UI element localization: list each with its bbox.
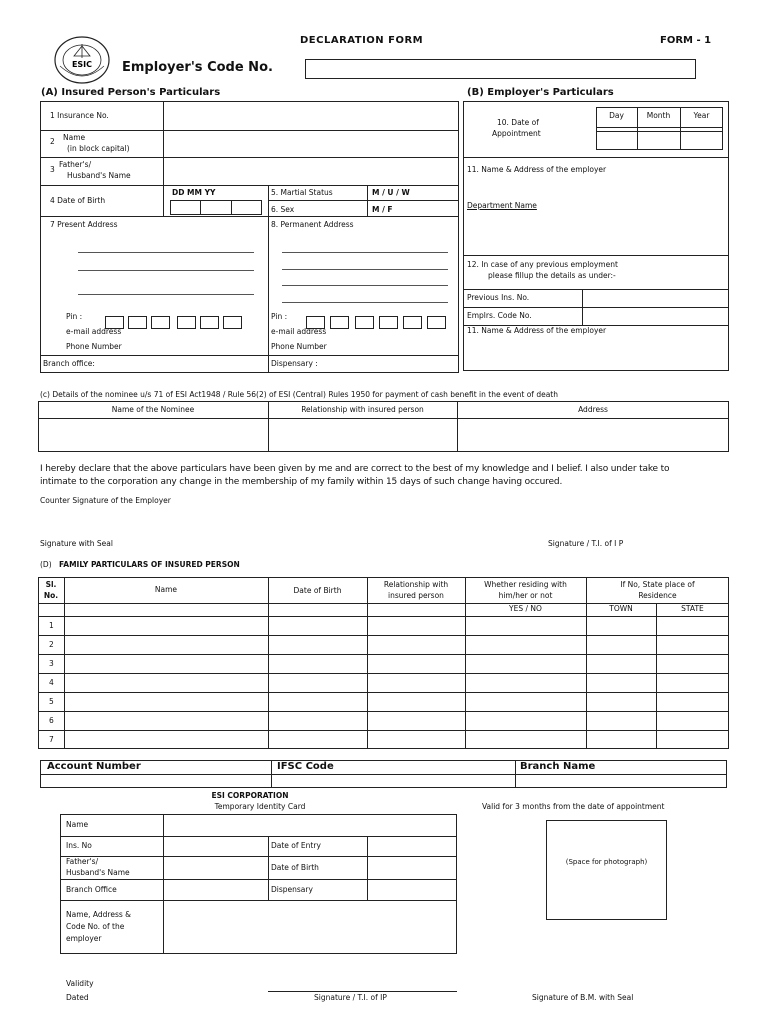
family-row[interactable] [65, 617, 728, 635]
family-row-number: 4 [49, 678, 54, 687]
family-row[interactable] [65, 674, 728, 692]
family-residence-header: If No, State place of [620, 580, 695, 589]
tic-father-label: Father's/ [66, 857, 99, 866]
present-email-label: e-mail address [66, 327, 122, 336]
year-label: Year [693, 111, 710, 120]
name-label: Name [63, 133, 86, 142]
date-of-appointment-label-2: Appointment [492, 129, 541, 138]
nominee-name-header: Name of the Nominee [111, 405, 195, 414]
dob-format: DD MM YY [172, 188, 216, 197]
present-pin-box[interactable] [200, 316, 219, 329]
father-label: Father's/ [59, 160, 92, 169]
tic-employer-label-1: Name, Address & [66, 910, 131, 919]
marital-status-options[interactable]: M / U / W [372, 188, 410, 197]
photo-placeholder-text: (Space for photograph) [565, 858, 648, 866]
family-residing-header: Whether residing with [484, 580, 567, 589]
dispensary-label: Dispensary : [271, 359, 318, 368]
sex-options[interactable]: M / F [372, 205, 393, 214]
svg-text:ESIC: ESIC [71, 60, 93, 69]
nominee-address-field[interactable] [458, 419, 728, 451]
ifsc-code-field[interactable] [272, 775, 515, 787]
family-section-prefix: (D) [40, 560, 52, 569]
account-number-field[interactable] [41, 775, 271, 787]
temporary-identity-card-title: Temporary Identity Card [214, 802, 306, 811]
tic-employer-label-2: Code No. of the [66, 922, 125, 931]
permanent-address-label: 8. Permanent Address [271, 220, 354, 229]
nominee-address-header: Address [578, 405, 608, 414]
family-dob-header: Date of Birth [293, 586, 342, 595]
tic-dob-label: Date of Birth [271, 863, 319, 872]
family-row[interactable] [65, 636, 728, 654]
family-state-header: STATE [681, 604, 704, 613]
tic-branch-office-label: Branch Office [66, 885, 117, 894]
validity-label: Validity [66, 979, 94, 988]
present-pin-box[interactable] [223, 316, 242, 329]
counter-signature-label: Counter Signature of the Employer [40, 496, 171, 505]
previous-employment-label: 12. In case of any previous employment [467, 260, 618, 269]
father-husband-field[interactable] [164, 158, 458, 185]
father-row-number: 3 [50, 165, 55, 174]
tic-date-of-entry-label: Date of Entry [271, 841, 321, 850]
previous-employment-label-2: please fillup the details as under:- [488, 271, 616, 280]
photo-box[interactable] [546, 820, 667, 920]
family-row[interactable] [65, 693, 728, 711]
family-row-number: 3 [49, 659, 54, 668]
permanent-pin-box[interactable] [427, 316, 446, 329]
permanent-address-line[interactable] [282, 302, 448, 303]
appointment-month-field[interactable] [638, 132, 680, 149]
permanent-pin-label: Pin : [271, 312, 288, 321]
dob-field[interactable] [170, 200, 262, 215]
permanent-pin-box[interactable] [379, 316, 398, 329]
insurance-no-field[interactable] [164, 102, 458, 130]
family-sl-header: Sl. [45, 580, 57, 589]
nominee-caption: (c) Details of the nominee u/s 71 of ESI Act1948 / Rule 56(2) of ESI (Central) Rules 1950 for payment of cash benefit in the event of death [40, 390, 558, 399]
family-row-number: 1 [49, 621, 54, 630]
name-sublabel: (in block capital) [67, 144, 130, 153]
family-row[interactable] [65, 712, 728, 730]
form-number: FORM - 1 [660, 35, 712, 46]
date-of-appointment-label: 10. Date of [497, 118, 539, 127]
permanent-pin-box[interactable] [403, 316, 422, 329]
present-pin-box[interactable] [177, 316, 196, 329]
branch-name-field[interactable] [516, 775, 726, 787]
nominee-relationship-header: Relationship with insured person [301, 405, 424, 414]
form-title: DECLARATION FORM [300, 35, 424, 46]
previous-ins-no-field[interactable] [583, 290, 728, 307]
declaration-line-2: intimate to the corporation any change in the membership of my family within 15 days of such change having occured. [40, 477, 563, 487]
declaration-line-1: I hereby declare that the above particulars have been given by me and are correct to the best of my knowledge and I belief. I also under take to [40, 464, 670, 474]
validity-note: Valid for 3 months from the date of appointment [482, 802, 665, 811]
tic-dob-field[interactable] [368, 857, 456, 879]
signature-ti-ip-label: Signature / T.I. of I P [548, 539, 624, 548]
employer-code-field[interactable] [305, 59, 696, 79]
ifsc-code-label: IFSC Code [277, 761, 334, 772]
employer-code-label: Employer's Code No. [122, 60, 273, 75]
month-label: Month [646, 111, 671, 120]
signature-line[interactable] [268, 991, 457, 992]
account-number-label: Account Number [47, 761, 141, 772]
tic-father-husband-field[interactable] [164, 857, 268, 879]
previous-ins-no-label: Previous Ins. No. [467, 293, 530, 302]
family-yes-no-header: YES / NO [509, 604, 542, 613]
dated-label: Dated [66, 993, 89, 1002]
husband-label: Husband's Name [67, 171, 131, 180]
present-address-line[interactable] [78, 252, 254, 253]
present-pin-label: Pin : [66, 312, 83, 321]
day-label: Day [609, 111, 624, 120]
present-pin-box[interactable] [128, 316, 147, 329]
family-town-header: TOWN [609, 604, 633, 613]
present-address-line[interactable] [78, 294, 254, 295]
appointment-year-field[interactable] [681, 132, 723, 149]
family-relationship-header: Relationship with [383, 580, 449, 589]
present-address-line[interactable] [78, 270, 254, 271]
insurance-no-label: 1 Insurance No. [50, 111, 109, 120]
tic-branch-office-field[interactable] [164, 880, 268, 900]
tic-dispensary-field[interactable] [368, 880, 456, 900]
family-row-number: 2 [49, 640, 54, 649]
family-row-number: 5 [49, 697, 54, 706]
family-row[interactable] [65, 731, 728, 749]
permanent-email-label: e-mail address [271, 327, 327, 336]
permanent-pin-box[interactable] [355, 316, 374, 329]
present-pin-box[interactable] [151, 316, 170, 329]
permanent-address-line[interactable] [282, 269, 448, 270]
section-a-title: (A) Insured Person's Particulars [41, 87, 221, 98]
permanent-address-line[interactable] [282, 252, 448, 253]
dob-label: 4 Date of Birth [50, 196, 106, 205]
tic-signature-bm-label: Signature of B.M. with Seal [532, 993, 634, 1002]
esic-logo [52, 34, 112, 86]
present-phone-label: Phone Number [66, 342, 122, 351]
employers-code-label: Emplrs. Code No. [467, 311, 532, 320]
employer-name-address-label: 11. Name & Address of the employer [467, 165, 607, 174]
signature-with-seal-label: Signature with Seal [40, 539, 113, 548]
sex-label: 6. Sex [271, 205, 295, 214]
tic-ins-no-field[interactable] [164, 837, 268, 856]
family-row-number: 7 [49, 735, 54, 744]
employers-code-field[interactable] [583, 308, 728, 325]
marital-status-label: 5. Martial Status [271, 188, 333, 197]
permanent-phone-label: Phone Number [271, 342, 327, 351]
name-field[interactable] [164, 131, 458, 157]
prev-employer-name-address-label: 11. Name & Address of the employer [467, 326, 607, 335]
name-row-number: 2 [50, 137, 55, 146]
family-row[interactable] [65, 655, 728, 673]
permanent-pin-box[interactable] [330, 316, 349, 329]
tic-signature-ip-label: Signature / T.I. of IP [314, 993, 387, 1002]
tic-dispensary-label: Dispensary [271, 885, 313, 894]
family-name-header: Name [154, 585, 178, 594]
family-section-title: FAMILY PARTICULARS OF INSURED PERSON [59, 560, 240, 569]
family-row-number: 6 [49, 716, 54, 725]
present-address-label: 7 Present Address [50, 220, 118, 229]
nominee-relationship-field[interactable] [269, 419, 456, 451]
section-b-title: (B) Employer's Particulars [467, 87, 614, 98]
esi-corporation-title: ESI CORPORATION [211, 791, 289, 800]
family-relationship-header-2: insured person [388, 591, 444, 600]
family-no-header: No. [43, 591, 59, 600]
tic-employer-label-3: employer [66, 934, 102, 943]
family-residence-header-2: Residence [638, 591, 677, 600]
tic-date-of-entry-field[interactable] [368, 837, 456, 856]
tic-name-label: Name [66, 820, 89, 829]
nominee-name-field[interactable] [39, 419, 267, 451]
department-name-label: Department Name [467, 201, 537, 210]
tic-name-field[interactable] [164, 815, 456, 836]
branch-name-label: Branch Name [520, 761, 596, 772]
branch-office-label: Branch office: [43, 359, 95, 368]
tic-employer-field[interactable] [164, 901, 456, 953]
permanent-address-line[interactable] [282, 285, 448, 286]
appointment-day-field[interactable] [597, 132, 637, 149]
tic-ins-no-label: Ins. No [66, 841, 92, 850]
tic-husband-label: Husband's Name [66, 868, 130, 877]
family-residing-header-2: him/her or not [498, 591, 553, 600]
